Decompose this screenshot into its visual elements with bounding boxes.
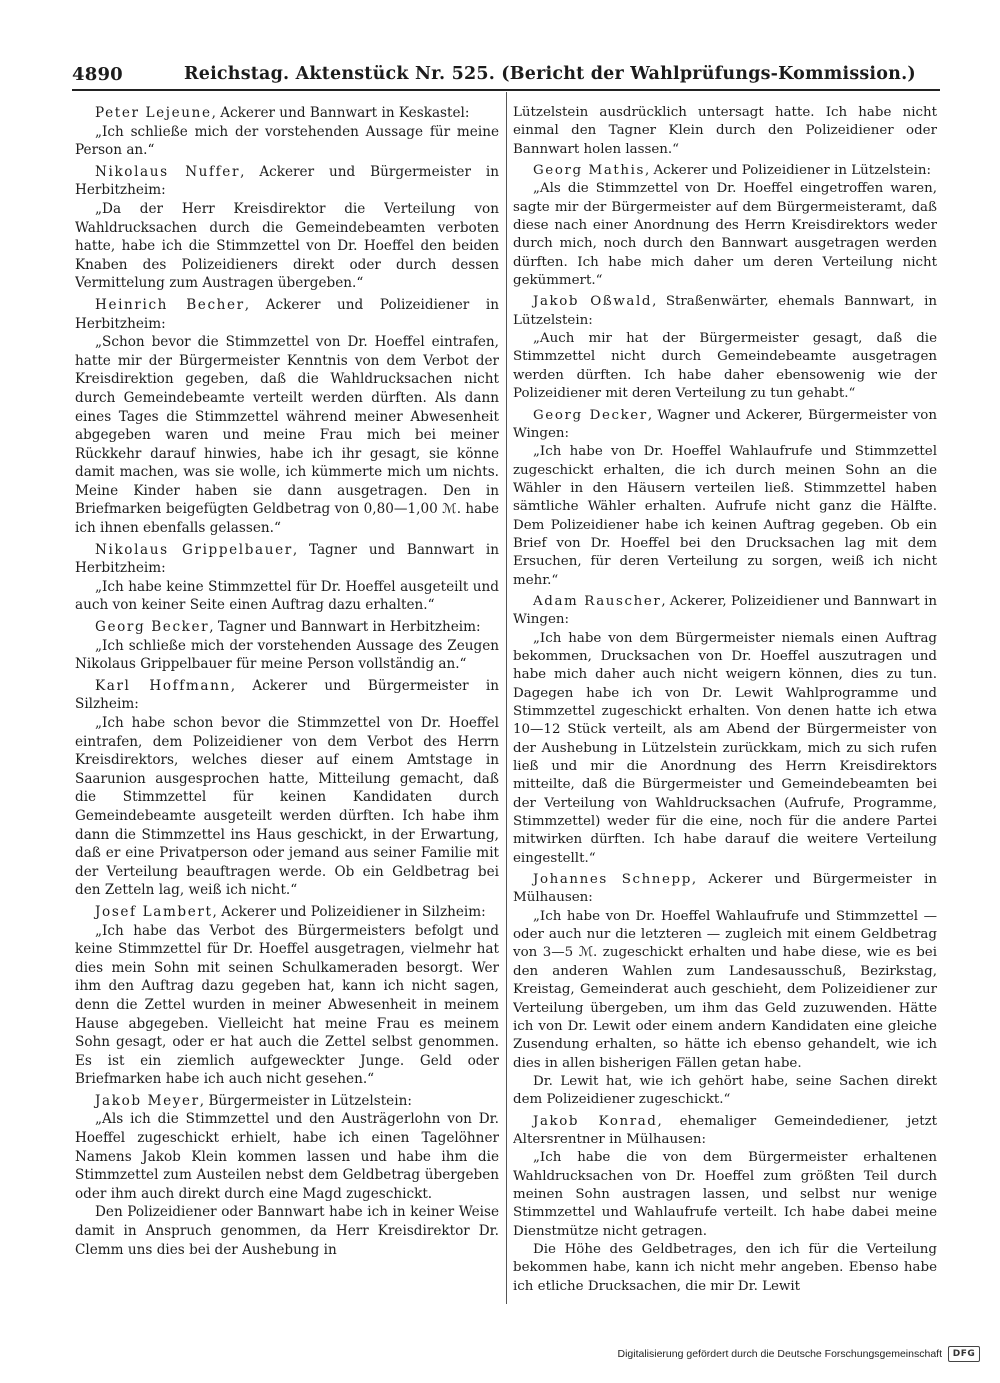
- testimony-entry: [513, 293, 937, 403]
- witness-heading: [513, 293, 937, 330]
- witness-name: Nikolaus Nuffer: [95, 163, 241, 180]
- witness-name: Georg Becker: [95, 619, 210, 636]
- testimony-paragraph: „Als ich die Stimmzettel und den Austrägerlohn von Dr. Hoeffel zugeschickt erhielt, habe ich einen Tagelöhner Namens Jakob Klein kommen lassen und habe ihm die Stimmzettel zum Austeilen nebst dem Geldbetrag übergeben oder ihm auch direkt durch eine Magd zugeschickt.: [75, 1111, 499, 1202]
- testimony-paragraph: „Schon bevor die Stimmzettel von Dr. Hoeffel eintrafen, hatte mir der Bürgermeister Kenntnis von dem Verbot der Kreisdirektion gegeben, daß die Wahldrucksachen nicht durch Gemeindebeamte verteilt werden dürften. Als dann eines Tages die Stimmzettel während meiner Abwesenheit abgegeben waren und meine Frau mich bei meiner Rückkehr darauf hinwies, habe ich ihr gesagt, sie könne damit machen, was sie wolle, ich kümmerte mich um nichts. Meine Kinder haben sie dann ausgetragen. Den in Briefmarken beigefügten Geldbetrag von 0,80—1,00 ℳ. habe ich ihnen ebenfalls gelassen.“: [75, 334, 499, 537]
- testimony-entry: [513, 407, 937, 590]
- witness-role: , Tagner und Bannwart in Herbitzheim:: [209, 619, 481, 636]
- testimony-entry: [75, 618, 499, 674]
- witness-name: Jakob Oßwald: [533, 294, 653, 310]
- witness-role: , Ackerer und Polizeidiener in Lützelstein:: [644, 163, 932, 179]
- witness-name: Nikolaus Grippelbauer: [95, 541, 293, 558]
- page-header: [72, 58, 940, 88]
- witness-heading: [75, 677, 499, 714]
- witness-name: Adam Rauscher: [533, 593, 662, 609]
- witness-name: Jakob Meyer: [95, 1092, 200, 1109]
- running-title: Reichstag. Aktenstück Nr. 525. (Bericht der Wahlprüfungs-Kommission.): [184, 64, 916, 84]
- testimony-entry: [75, 1092, 499, 1259]
- testimony-paragraph: „Ich habe von dem Bürgermeister niemals einen Auftrag bekommen, Drucksachen von Dr. Hoeffel auszutragen und habe mich daher auch nicht weigern können, dies zu tun. Dagegen habe ich von Dr. Lewit Wahlprogramme und Stimmzettel zugeschickt erhalten. Von denen hatte ich etwa 10—12 Stück verteilt, als am Abend der Bürgermeister von der Aushebung in Lützelstein zurückkam, mich zu sich rufen ließ und mir die Anordnung des Herrn Kreisdirektors mitteilte, daß die Bürgermeister und Gemeindebeamten bei der Verteilung von Wahldrucksachen (Aufrufe, Programme, Stimmzettel) weder für die eine, noch für die andere Partei mitwirken dürften. Ich habe darauf die weitere Verteilung eingestellt.“: [513, 630, 937, 866]
- testimony-paragraph: „Ich schließe mich der vorstehenden Aussage des Zeugen Nikolaus Grippelbauer für meine Person vollständig an.“: [75, 637, 499, 673]
- funding-credit: Digitalisierung gefördert durch die Deutsche Forschungsgemeinschaft: [617, 1348, 942, 1360]
- witness-name: Josef Lambert: [95, 903, 213, 920]
- testimony-entry: [75, 677, 499, 900]
- testimony-paragraph: „Als die Stimmzettel von Dr. Hoeffel eingetroffen waren, sagte mir der Bürgermeister auf dem Bürgermeisteramt, daß diese nach einer Anordnung des Herrn Kreisdirektors weder durch mich, noch durch den Bannwart ausgetragen werden dürften. Ich habe mich daher um deren Verteilung nicht gekümmert.“: [513, 181, 937, 289]
- testimony-entry: [75, 903, 499, 1089]
- witness-role: , Ackerer und Bürgermeister in Herbitzheim:: [75, 163, 499, 199]
- witness-heading: [75, 903, 499, 922]
- witness-role: , Bürgermeister in Lützelstein:: [199, 1092, 412, 1109]
- witness-heading: [75, 1092, 499, 1111]
- witness-heading: [75, 541, 499, 578]
- right-column: [513, 104, 937, 1306]
- witness-name: Karl Hoffmann: [95, 677, 231, 694]
- testimony-paragraph: Dr. Lewit hat, wie ich gehört habe, seine Sachen direkt dem Polizeidiener zugeschickt.“: [513, 1073, 937, 1108]
- testimony-paragraph: „Ich habe von Dr. Hoeffel Wahlaufrufe und Stimmzettel — oder auch nur die letzteren — zugleich mit einem Geldbetrag von 3—5 ℳ. zugeschickt erhalten und habe diese, wie es bei den anderen Wahlen zum Landesausschuß, Bezirkstag, Kreistag, Gemeinderat auch geschieht, dem Polizeidiener zur Verteilung übergeben, um ihm das Geld zuzuwenden. Hätte ich von Dr. Lewit oder einem andern Kandidaten eine gleiche Zusendung erhalten, so hätte ich ebenso gehandelt, wie ich dies in allen bisherigen Fällen getan habe.: [513, 908, 937, 1071]
- page-number: 4890: [72, 64, 123, 85]
- witness-role: , Straßenwärter, ehemals Bannwart, in Lützelstein:: [513, 294, 937, 328]
- testimony-entry: [75, 163, 499, 293]
- witness-name: Georg Mathis: [533, 163, 645, 179]
- witness-name: Johannes Schnepp: [533, 872, 692, 888]
- testimony-paragraph: Den Polizeidiener oder Bannwart habe ich in keiner Weise damit in Anspruch genommen, da Herr Kreisdirektor Dr. Clemm uns dies bei der Aushebung in: [75, 1204, 499, 1258]
- witness-role: , Ackerer und Bannwart in Keskastel:: [211, 105, 470, 121]
- witness-heading: [75, 296, 499, 333]
- witness-role: , Ackerer und Bürgermeister in Mülhausen:: [513, 872, 937, 906]
- testimony-entry: [75, 541, 499, 615]
- testimony-paragraph: „Ich habe von Dr. Hoeffel Wahlaufrufe und Stimmzettel zugeschickt erhalten, die ich durch meinen Sohn an die Wähler in den Häusern verteilen ließ. Stimmzettel haben sämtliche Wähler erhalten. Aufrufe nicht ganz die Hälfte. Dem Polizeidiener habe ich keinen Auftrag gegeben. Ob ein Brief von Dr. Hoeffel bei den Drucksachen lag mit dem Ersuchen, für deren Verteilung zu sorgen, weiß ich nicht mehr.“: [513, 444, 937, 588]
- witness-role: , Ackerer und Polizeidiener in Herbitzheim:: [75, 296, 499, 332]
- testimony-paragraph: „Ich habe keine Stimmzettel für Dr. Hoeffel ausgeteilt und auch von keiner Seite einen Auftrag dazu erhalten.“: [75, 578, 499, 614]
- testimony-entry: [513, 104, 937, 159]
- witness-name: Peter Lejeune: [95, 105, 212, 121]
- column-divider: [506, 92, 507, 1304]
- header-rule: [72, 89, 940, 91]
- testimony-paragraph: „Auch mir hat der Bürgermeister gesagt, daß die Stimmzettel nicht durch Gemeindebeamte ausgetragen werden dürften. Ich habe daher ebensowenig wie der Polizeidiener mit deren Verteilung zu tun gehabt.“: [513, 331, 937, 402]
- testimony-entry: [513, 162, 937, 290]
- witness-role: , Ackerer, Polizeidiener und Bannwart in Wingen:: [513, 593, 937, 628]
- testimony-entry: [513, 871, 937, 1109]
- testimony-entry: [513, 593, 937, 868]
- continued-text: Lützelstein ausdrücklich untersagt hatte. Ich habe nicht einmal den Tagner Klein durch den Polizeidiener oder Bannwart holen lassen.“: [513, 105, 937, 157]
- witness-name: Heinrich Becher: [95, 296, 245, 313]
- testimony-paragraph: Die Höhe des Geldbetrages, den ich für die Verteilung bekommen habe, kann ich nicht mehr angeben. Ebenso habe ich etliche Drucksachen, die mir Dr. Lewit: [513, 1241, 937, 1294]
- witness-heading: [75, 163, 499, 200]
- witness-role: , Ackerer und Bürgermeister in Silzheim:: [75, 677, 499, 713]
- testimony-paragraph: „Ich habe die von dem Bürgermeister erhaltenen Wahldrucksachen von Dr. Hoeffel zum größten Teil durch meinen Sohn austragen lassen, und selbst nur wenige Stimmzettel und Wahlaufrufe verteilt. Ich habe dabei meine Dienstmütze nicht getragen.: [513, 1150, 937, 1239]
- testimony-paragraph: „Ich habe das Verbot des Bürgermeisters befolgt und keine Stimmzettel für Dr. Hoeffel ausgetragen, vielmehr hat dies mein Sohn mit seinen Schulkameraden besorgt. Wer ihm den Auftrag dazu gegeben hat, kann ich nicht sagen, denn die Zettel wurden in meiner Abwesenheit in meinem Hause abgegeben. Vielleicht hat meine Frau es meinem Sohn gesagt, oder er hat auch die Zettel selbst genommen. Es ist ein ziemlich aufgeweckter Junge. Geld oder Briefmarken habe ich auch nicht gesehen.“: [75, 922, 499, 1088]
- witness-role: , Wagner und Ackerer, Bürgermeister von Wingen:: [513, 407, 937, 441]
- testimony-paragraph: „Da der Herr Kreisdirektor die Verteilung von Wahldrucksachen durch die Gemeindebeamten verboten hatte, habe ich die Stimmzettel von Dr. Hoeffel den beiden Knaben des Polizeidieners direkt oder durch dessen Vermittelung zum Austragen übergeben.“: [75, 200, 499, 292]
- witness-heading: [513, 162, 937, 180]
- footer: [617, 1344, 980, 1364]
- testimony-entry: [75, 296, 499, 538]
- witness-role: , Tagner und Bannwart in Herbitzheim:: [75, 541, 499, 577]
- witness-heading: [513, 871, 937, 908]
- witness-name: Jakob Konrad: [533, 1113, 658, 1129]
- witness-heading: [513, 593, 937, 630]
- witness-heading: [75, 618, 499, 637]
- witness-role: , ehemaliger Gemeindediener, jetzt Altersrentner in Mülhausen:: [513, 1113, 937, 1147]
- witness-heading: [513, 407, 937, 444]
- witness-role: , Ackerer und Polizeidiener in Silzheim:: [212, 903, 486, 920]
- dfg-logo-icon: DFG: [948, 1346, 980, 1362]
- witness-name: Georg Decker: [533, 407, 648, 423]
- left-column: [75, 104, 499, 1306]
- testimony-entry: [513, 1113, 937, 1296]
- witness-heading: [513, 1113, 937, 1150]
- testimony-entry: [75, 104, 499, 160]
- testimony-paragraph: „Ich schließe mich der vorstehenden Aussage für meine Person an.“: [75, 123, 499, 159]
- testimony-paragraph: „Ich habe schon bevor die Stimmzettel von Dr. Hoeffel eintrafen, dem Polizeidiener von dem Verbot des Herrn Kreisdirektors, welches dieser auf einem Amtstage in Saarunion ausgesprochen hatte, Mitteilung gemacht, daß die Stimmzettel für keinen Kandidaten durch Gemeindebeamte ausgeteilt werden dürften. Ich habe ihm dann die Stimmzettel ins Haus geschickt, in der Erwartung, daß er eine Privatperson oder jemand aus seiner Familie mit der Verteilung beauftragen werde. Ob ein Geldbetrag bei den Zetteln lag, weiß ich nicht.“: [75, 715, 499, 899]
- witness-heading: [75, 104, 499, 123]
